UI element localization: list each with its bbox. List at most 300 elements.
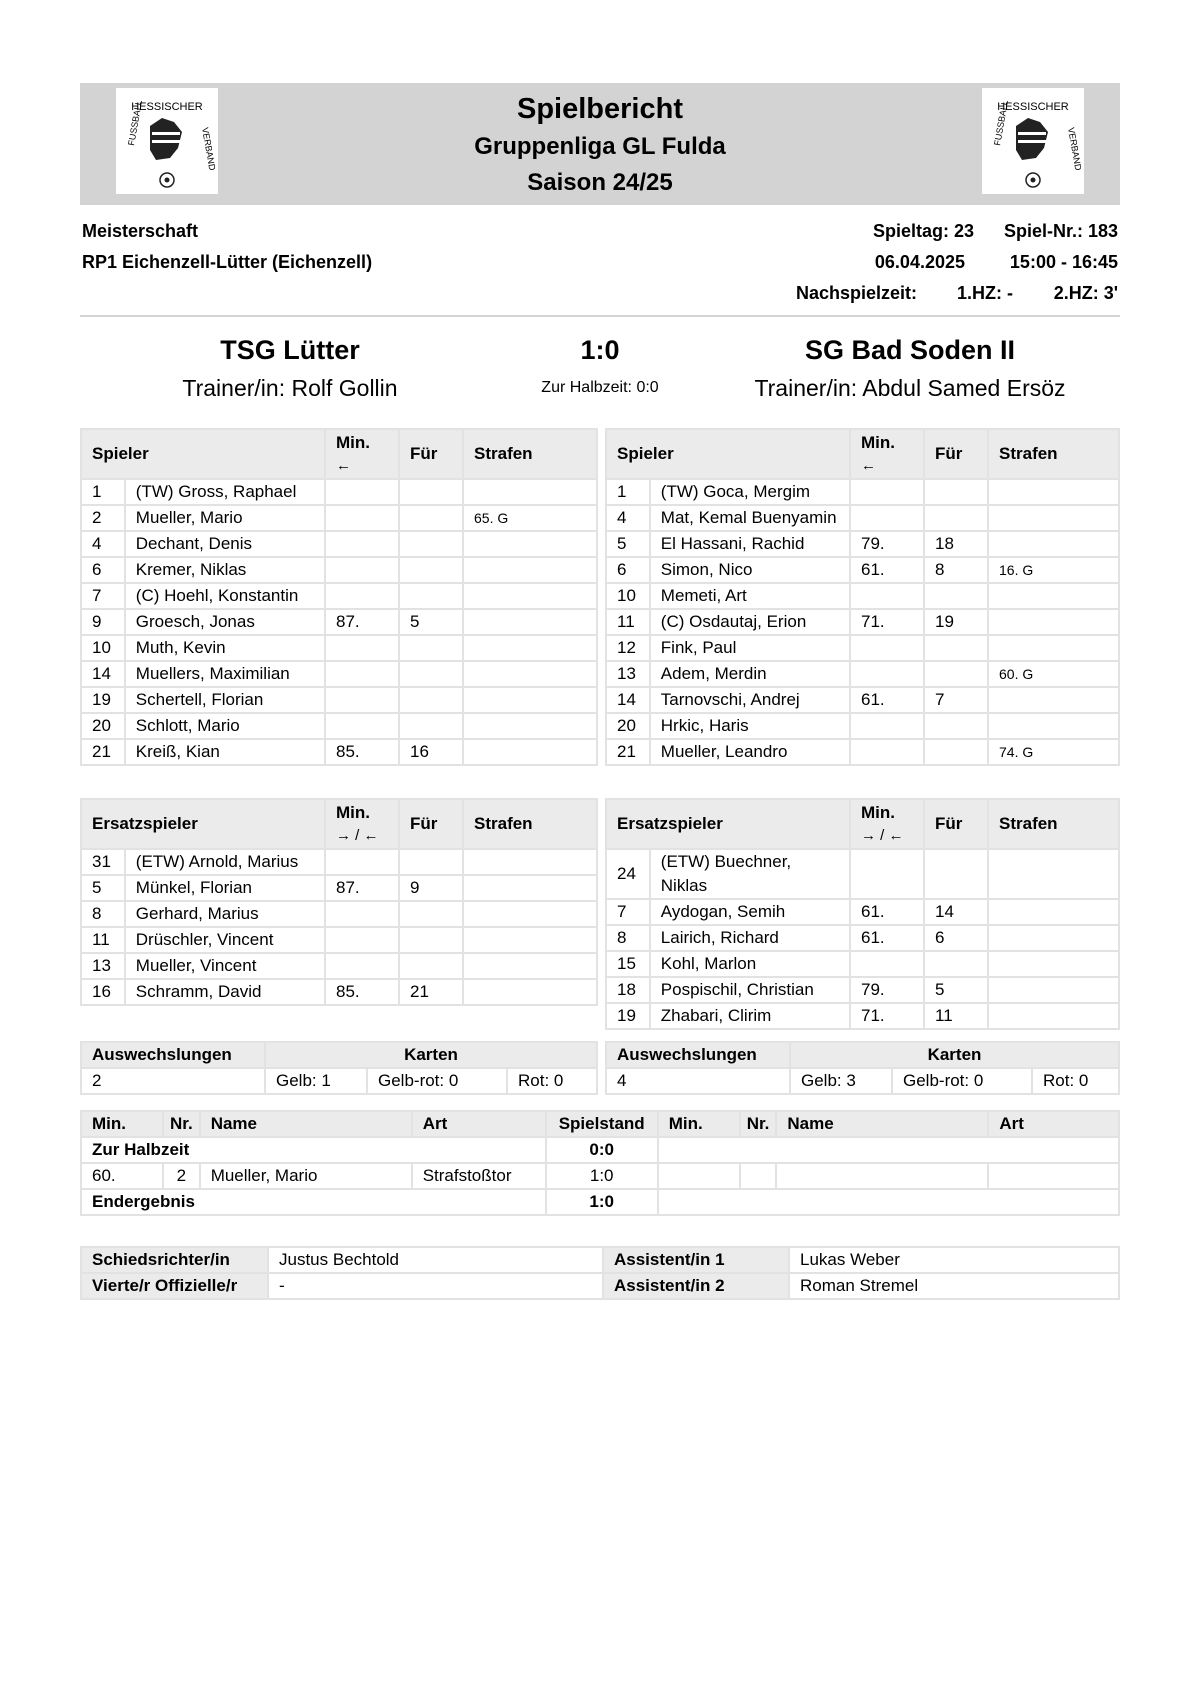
sub-for: 11	[924, 1003, 988, 1029]
goal-score: 1:0	[546, 1163, 658, 1189]
penalty	[463, 739, 597, 765]
away-lineup	[605, 428, 1120, 766]
final-score: 1:0	[580, 335, 620, 365]
player-name: Schramm, David	[125, 979, 325, 1005]
sub-minute: 71.	[850, 1003, 924, 1029]
player-name: Mueller, Mario	[125, 505, 325, 531]
away-stats	[605, 1041, 1120, 1095]
col-for: Für	[924, 799, 988, 849]
col-nr: Nr.	[163, 1111, 200, 1137]
home-lineup	[80, 428, 598, 766]
player-row	[81, 739, 597, 765]
player-name: Drüschler, Vincent	[125, 927, 325, 953]
player-row	[81, 557, 597, 583]
player-name: Mueller, Vincent	[125, 953, 325, 979]
player-row	[81, 953, 597, 979]
player-row	[81, 531, 597, 557]
player-name: (ETW) Arnold, Marius	[125, 849, 325, 875]
col-type-away: Art	[988, 1111, 1119, 1137]
player-number: 11	[81, 927, 125, 953]
competition: Meisterschaft	[82, 221, 199, 241]
hfv-logo-icon	[982, 88, 1084, 194]
col-min-label: Min.	[336, 432, 370, 452]
sub-minute	[325, 953, 399, 979]
col-subs: Ersatzspieler	[81, 799, 325, 849]
goals-section	[80, 1110, 1120, 1216]
player-name: Muellers, Maximilian	[125, 661, 325, 687]
player-row	[606, 505, 1119, 531]
player-number: 31	[81, 849, 125, 875]
penalty	[988, 583, 1119, 609]
player-number: 24	[606, 849, 650, 899]
halftime-score: 0:0	[589, 1140, 614, 1159]
col-min	[325, 799, 399, 849]
venue: RP1 Eichenzell-Lütter (Eichenzell)	[82, 252, 373, 272]
home-stats-table	[80, 1041, 598, 1095]
player-number: 10	[606, 583, 650, 609]
sub-for: 9	[399, 875, 463, 901]
sub-for: 7	[924, 687, 988, 713]
col-min-away: Min.	[658, 1111, 740, 1137]
penalty	[988, 951, 1119, 977]
sub-for	[924, 661, 988, 687]
substitution-count: 4	[606, 1068, 790, 1094]
penalty	[463, 531, 597, 557]
sub-for	[399, 531, 463, 557]
player-name: (ETW) Buechner, Niklas	[650, 849, 850, 899]
assistant2-name: Roman Stremel	[789, 1273, 1119, 1299]
sub-for	[399, 479, 463, 505]
goal-type: Strafstoßtor	[412, 1163, 546, 1189]
player-row	[81, 661, 597, 687]
player-row	[606, 661, 1119, 687]
penalty	[463, 875, 597, 901]
player-number: 6	[606, 557, 650, 583]
player-row	[606, 609, 1119, 635]
player-name: Lairich, Richard	[650, 925, 850, 951]
player-number: 21	[606, 739, 650, 765]
officials-table	[80, 1246, 1120, 1300]
penalty	[988, 505, 1119, 531]
player-number: 14	[81, 661, 125, 687]
sub-for	[924, 849, 988, 899]
player-name: Pospischil, Christian	[650, 977, 850, 1003]
assistant1-label: Assistent/in 1	[603, 1247, 789, 1273]
sub-minute: 61.	[850, 557, 924, 583]
col-name-away: Name	[776, 1111, 988, 1137]
sub-minute: 61.	[850, 687, 924, 713]
penalty	[988, 977, 1119, 1003]
player-number: 19	[606, 1003, 650, 1029]
halftime-label: Zur Halbzeit	[92, 1140, 190, 1159]
fourth-official-name: -	[268, 1273, 603, 1299]
svg-text:FUSSBALL: FUSSBALL	[126, 99, 144, 147]
player-name: El Hassani, Rachid	[650, 531, 850, 557]
penalty	[988, 687, 1119, 713]
referee-name: Justus Bechtold	[268, 1247, 603, 1273]
match-report	[80, 83, 1120, 1295]
penalty	[463, 557, 597, 583]
player-name: Memeti, Art	[650, 583, 850, 609]
player-number: 10	[81, 635, 125, 661]
yellow-red-cards: Gelb-rot: 0	[367, 1068, 507, 1094]
svg-text:FUSSBALL: FUSSBALL	[992, 99, 1010, 147]
player-row	[606, 635, 1119, 661]
sub-for: 5	[924, 977, 988, 1003]
penalty	[463, 687, 597, 713]
player-row	[606, 739, 1119, 765]
penalty	[463, 609, 597, 635]
player-number: 4	[81, 531, 125, 557]
penalty	[463, 479, 597, 505]
sub-for	[399, 583, 463, 609]
player-row	[81, 609, 597, 635]
player-number: 11	[606, 609, 650, 635]
col-min-label: Min.	[861, 432, 895, 452]
player-number: 9	[81, 609, 125, 635]
arrow-out-icon: ←	[336, 456, 351, 474]
sub-for: 14	[924, 899, 988, 925]
goal-row	[81, 1163, 1119, 1189]
player-name: (TW) Gross, Raphael	[125, 479, 325, 505]
sub-for: 21	[399, 979, 463, 1005]
officials-section	[80, 1246, 1120, 1300]
sub-minute: 85.	[325, 739, 399, 765]
home-substitutes	[80, 798, 598, 1006]
player-number: 16	[81, 979, 125, 1005]
player-row	[81, 479, 597, 505]
col-for: Für	[399, 799, 463, 849]
player-number: 14	[606, 687, 650, 713]
sub-minute: 71.	[850, 609, 924, 635]
sub-minute	[325, 661, 399, 687]
player-name: (C) Hoehl, Konstantin	[125, 583, 325, 609]
sub-minute	[325, 479, 399, 505]
col-min-label: Min.	[336, 802, 370, 822]
penalty: 65. G	[463, 505, 597, 531]
penalty	[463, 583, 597, 609]
player-row	[81, 875, 597, 901]
player-name: Schlott, Mario	[125, 713, 325, 739]
svg-text:HESSISCHER: HESSISCHER	[131, 101, 203, 113]
player-row	[606, 479, 1119, 505]
home-subs-table	[80, 798, 598, 1006]
col-penalties: Strafen	[463, 799, 597, 849]
sub-for	[399, 687, 463, 713]
penalty	[463, 635, 597, 661]
sub-for	[399, 713, 463, 739]
col-substitutions: Auswechslungen	[81, 1042, 265, 1068]
col-nr-away: Nr.	[740, 1111, 777, 1137]
sub-minute: 85.	[325, 979, 399, 1005]
player-row	[81, 927, 597, 953]
penalty	[988, 635, 1119, 661]
sub-minute	[325, 505, 399, 531]
player-number: 6	[81, 557, 125, 583]
penalty	[988, 531, 1119, 557]
sub-for	[924, 635, 988, 661]
sub-for	[399, 901, 463, 927]
player-name: Hrkic, Haris	[650, 713, 850, 739]
halftime-score: Zur Halbzeit: 0:0	[541, 379, 659, 396]
sub-minute	[325, 849, 399, 875]
home-players-table	[80, 428, 598, 766]
match-number: Spiel-Nr.: 183	[1003, 221, 1118, 241]
player-row	[606, 925, 1119, 951]
away-stats-table	[605, 1041, 1120, 1095]
player-name: Fink, Paul	[650, 635, 850, 661]
penalty	[463, 661, 597, 687]
referee-label: Schiedsrichter/in	[81, 1247, 268, 1273]
player-number: 8	[606, 925, 650, 951]
sub-minute: 61.	[850, 925, 924, 951]
player-number: 5	[606, 531, 650, 557]
player-name: Kreiß, Kian	[125, 739, 325, 765]
sub-minute	[325, 713, 399, 739]
away-coach: Trainer/in: Abdul Samed Ersöz	[754, 375, 1066, 401]
stoppage-first-half: 1.HZ: -	[957, 283, 1013, 303]
teams-header	[80, 317, 1120, 417]
goal-player-number: 2	[163, 1163, 200, 1189]
arrow-out-icon: ←	[861, 456, 876, 474]
sub-minute	[850, 713, 924, 739]
player-number: 18	[606, 977, 650, 1003]
player-name: Münkel, Florian	[125, 875, 325, 901]
player-row	[606, 583, 1119, 609]
col-min	[325, 429, 399, 479]
col-penalties: Strafen	[463, 429, 597, 479]
player-row	[81, 849, 597, 875]
player-number: 19	[81, 687, 125, 713]
penalty: 60. G	[988, 661, 1119, 687]
sub-for	[399, 557, 463, 583]
assistant1-name: Lukas Weber	[789, 1247, 1119, 1273]
sub-minute	[325, 687, 399, 713]
yellow-red-cards: Gelb-rot: 0	[892, 1068, 1032, 1094]
penalty: 16. G	[988, 557, 1119, 583]
sub-minute: 87.	[325, 875, 399, 901]
player-row	[606, 1003, 1119, 1029]
player-name: Muth, Kevin	[125, 635, 325, 661]
col-substitutions: Auswechslungen	[606, 1042, 790, 1068]
sub-minute	[325, 901, 399, 927]
yellow-cards: Gelb: 1	[265, 1068, 367, 1094]
sub-minute	[850, 951, 924, 977]
player-number: 8	[81, 901, 125, 927]
player-number: 1	[606, 479, 650, 505]
away-subs-table	[605, 798, 1120, 1030]
player-name: Groesch, Jonas	[125, 609, 325, 635]
sub-for	[924, 583, 988, 609]
sub-minute: 79.	[850, 977, 924, 1003]
col-for: Für	[924, 429, 988, 479]
player-row	[81, 687, 597, 713]
player-row	[81, 713, 597, 739]
red-cards: Rot: 0	[507, 1068, 597, 1094]
col-player: Spieler	[606, 429, 850, 479]
sub-for	[399, 927, 463, 953]
player-name: Schertell, Florian	[125, 687, 325, 713]
final-result: 1:0	[589, 1192, 614, 1211]
report-header	[80, 83, 1120, 205]
sub-minute: 61.	[850, 899, 924, 925]
sub-for: 5	[399, 609, 463, 635]
penalty	[463, 979, 597, 1005]
player-name: Tarnovschi, Andrej	[650, 687, 850, 713]
matchday: Spieltag: 23	[872, 221, 974, 241]
report-title: Spielbericht	[517, 93, 683, 125]
penalty	[463, 849, 597, 875]
halftime-row	[81, 1137, 1119, 1163]
penalty	[463, 927, 597, 953]
player-name: Mueller, Leandro	[650, 739, 850, 765]
col-subs: Ersatzspieler	[606, 799, 850, 849]
player-row	[606, 899, 1119, 925]
svg-text:VERBAND: VERBAND	[1066, 126, 1084, 172]
arrow-in-out-icon: → / ←	[861, 826, 904, 844]
player-number: 20	[606, 713, 650, 739]
svg-text:HESSISCHER: HESSISCHER	[997, 101, 1069, 113]
final-row	[81, 1189, 1119, 1215]
penalty	[988, 713, 1119, 739]
player-row	[606, 557, 1119, 583]
col-penalties: Strafen	[988, 799, 1119, 849]
arrow-in-out-icon: → / ←	[336, 826, 379, 844]
sub-for: 18	[924, 531, 988, 557]
league-name: Gruppenliga GL Fulda	[474, 133, 726, 160]
sub-for	[924, 505, 988, 531]
player-row	[81, 979, 597, 1005]
player-name: (TW) Goca, Mergim	[650, 479, 850, 505]
col-min	[850, 799, 924, 849]
sub-for	[924, 713, 988, 739]
sub-for	[924, 739, 988, 765]
sub-minute	[325, 635, 399, 661]
player-number: 2	[81, 505, 125, 531]
assistant2-label: Assistent/in 2	[603, 1273, 789, 1299]
player-number: 7	[606, 899, 650, 925]
sub-for	[399, 849, 463, 875]
sub-minute	[850, 849, 924, 899]
penalty	[463, 713, 597, 739]
player-row	[606, 713, 1119, 739]
season: Saison 24/25	[527, 169, 673, 196]
player-name: Zhabari, Clirim	[650, 1003, 850, 1029]
sub-for: 19	[924, 609, 988, 635]
svg-text:VERBAND: VERBAND	[200, 126, 218, 172]
home-stats	[80, 1041, 598, 1095]
col-cards: Karten	[790, 1042, 1119, 1068]
yellow-cards: Gelb: 3	[790, 1068, 892, 1094]
col-name: Name	[200, 1111, 412, 1137]
player-name: Adem, Merdin	[650, 661, 850, 687]
col-min-label: Min.	[861, 802, 895, 822]
player-number: 5	[81, 875, 125, 901]
red-cards: Rot: 0	[1032, 1068, 1119, 1094]
sub-for	[924, 951, 988, 977]
player-row	[606, 977, 1119, 1003]
player-row	[606, 951, 1119, 977]
player-row	[606, 849, 1119, 899]
home-team-name: TSG Lütter	[220, 335, 360, 365]
col-min	[850, 429, 924, 479]
col-score: Spielstand	[546, 1111, 658, 1137]
away-substitutes	[605, 798, 1120, 1030]
col-player: Spieler	[81, 429, 325, 479]
match-time: 15:00 - 16:45	[1009, 252, 1118, 272]
penalty	[988, 925, 1119, 951]
penalty	[988, 899, 1119, 925]
col-cards: Karten	[265, 1042, 597, 1068]
goal-player-name: Mueller, Mario	[200, 1163, 412, 1189]
col-min: Min.	[81, 1111, 163, 1137]
penalty	[463, 953, 597, 979]
player-name: Gerhard, Marius	[125, 901, 325, 927]
sub-minute	[850, 479, 924, 505]
sub-for	[399, 661, 463, 687]
player-row	[81, 505, 597, 531]
sub-for: 8	[924, 557, 988, 583]
match-meta	[80, 205, 1120, 315]
player-row	[606, 531, 1119, 557]
sub-minute	[325, 927, 399, 953]
goal-minute: 60.	[81, 1163, 163, 1189]
sub-minute	[325, 531, 399, 557]
away-players-table	[605, 428, 1120, 766]
substitution-count: 2	[81, 1068, 265, 1094]
player-name: (C) Osdautaj, Erion	[650, 609, 850, 635]
player-name: Mat, Kemal Buenyamin	[650, 505, 850, 531]
match-date: 06.04.2025	[874, 252, 965, 272]
sub-minute	[850, 739, 924, 765]
final-label: Endergebnis	[92, 1192, 195, 1211]
col-type: Art	[412, 1111, 546, 1137]
player-row	[81, 901, 597, 927]
col-for: Für	[399, 429, 463, 479]
player-row	[81, 635, 597, 661]
player-row	[606, 687, 1119, 713]
sub-minute: 87.	[325, 609, 399, 635]
fourth-official-label: Vierte/r Offizielle/r	[81, 1273, 268, 1299]
sub-for	[399, 505, 463, 531]
sub-for: 16	[399, 739, 463, 765]
penalty	[463, 901, 597, 927]
sub-minute	[850, 661, 924, 687]
player-row	[81, 583, 597, 609]
penalty	[988, 849, 1119, 899]
player-number: 13	[606, 661, 650, 687]
player-number: 12	[606, 635, 650, 661]
player-name: Simon, Nico	[650, 557, 850, 583]
sub-minute	[850, 635, 924, 661]
sub-minute	[325, 583, 399, 609]
player-number: 21	[81, 739, 125, 765]
player-number: 15	[606, 951, 650, 977]
sub-for	[399, 953, 463, 979]
player-name: Aydogan, Semih	[650, 899, 850, 925]
penalty: 74. G	[988, 739, 1119, 765]
sub-for: 6	[924, 925, 988, 951]
player-name: Dechant, Denis	[125, 531, 325, 557]
sub-minute	[850, 583, 924, 609]
home-coach: Trainer/in: Rolf Gollin	[182, 375, 398, 401]
sub-minute	[325, 557, 399, 583]
sub-for	[399, 635, 463, 661]
player-name: Kohl, Marlon	[650, 951, 850, 977]
player-name: Kremer, Niklas	[125, 557, 325, 583]
player-number: 1	[81, 479, 125, 505]
sub-minute	[850, 505, 924, 531]
